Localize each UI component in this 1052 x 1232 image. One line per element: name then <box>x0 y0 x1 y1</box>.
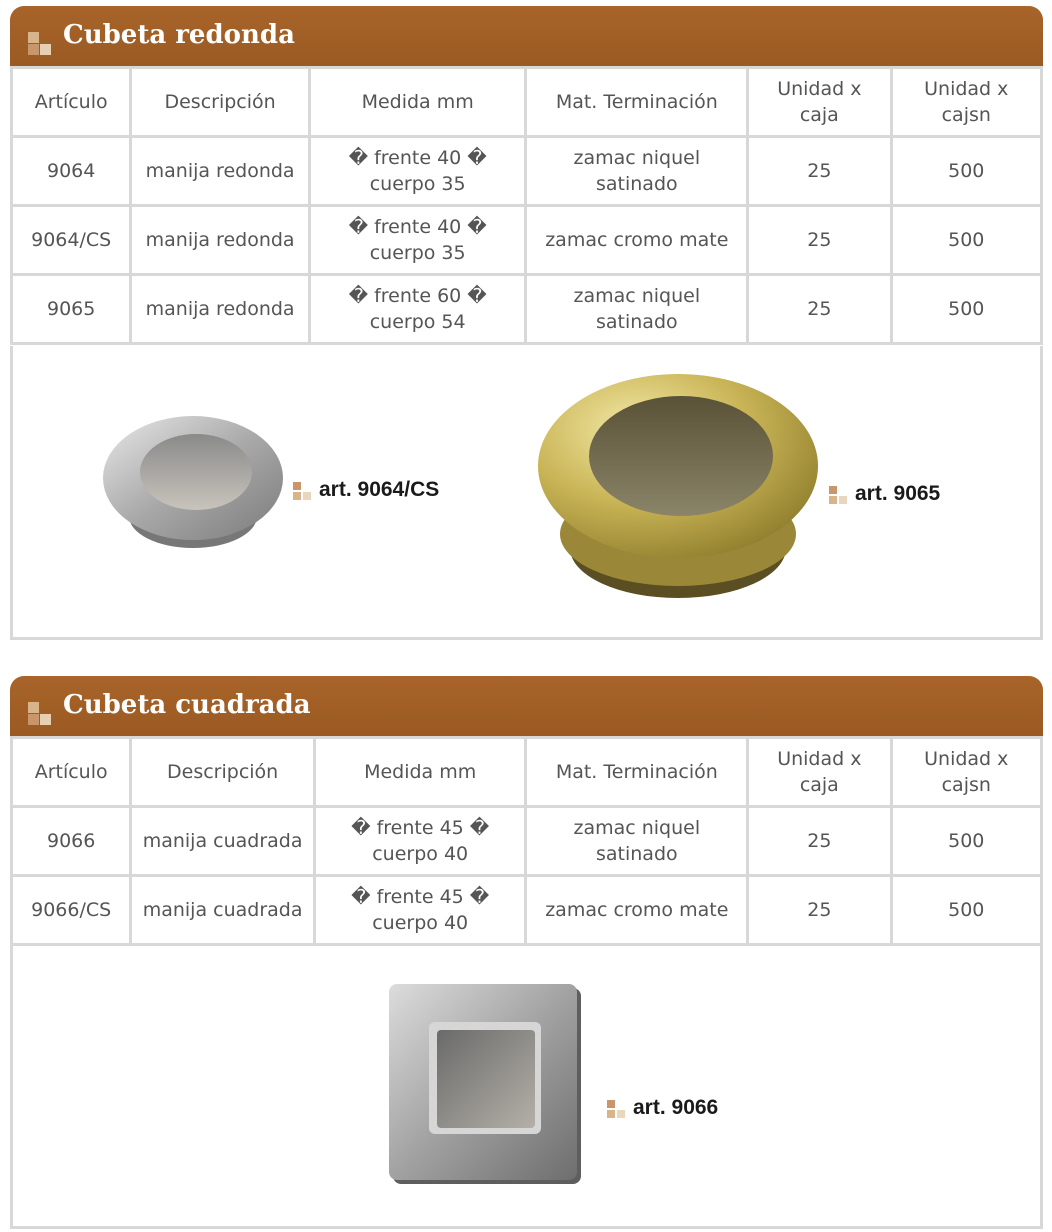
section-header <box>10 6 1043 66</box>
column-header: Medida mm <box>316 739 525 805</box>
cell-unidad-caja: 25 <box>749 138 889 204</box>
section-cubeta-cuadrada <box>10 676 1043 1229</box>
cell-descripcion: manija cuadrada <box>132 808 313 874</box>
bullet-icon <box>28 702 54 728</box>
table-header-row <box>13 739 1040 805</box>
cell-descripcion: manija cuadrada <box>132 877 313 943</box>
column-header: Descripción <box>132 69 308 135</box>
section-title: Cubeta cuadrada <box>63 690 311 720</box>
column-header: Unidad x cajsn <box>893 69 1040 135</box>
cell-material: zamac niquel satinado <box>527 138 746 204</box>
table-row <box>13 808 1040 874</box>
column-header: Unidad x cajsn <box>893 739 1040 805</box>
product-9064cs-image <box>98 408 288 556</box>
column-header: Unidad x caja <box>749 739 889 805</box>
cell-descripcion: manija redonda <box>132 138 308 204</box>
bullet-icon <box>293 482 313 504</box>
cell-medida: � frente 45 � cuerpo 40 <box>316 877 525 943</box>
cell-unidad-cajsn: 500 <box>893 808 1040 874</box>
product-9066-image <box>385 982 585 1192</box>
table-row <box>13 877 1040 943</box>
section-title: Cubeta redonda <box>63 20 295 50</box>
cell-unidad-cajsn: 500 <box>893 276 1040 342</box>
column-header: Artículo <box>13 739 129 805</box>
section-header <box>10 676 1043 736</box>
cell-medida: � frente 60 � cuerpo 54 <box>311 276 525 342</box>
cell-articulo: 9066 <box>13 808 129 874</box>
product-9065-image <box>533 370 823 606</box>
cell-medida: � frente 45 � cuerpo 40 <box>316 808 525 874</box>
cell-articulo: 9064/CS <box>13 207 129 273</box>
cell-unidad-caja: 25 <box>749 276 889 342</box>
product-caption: art. 9065 <box>855 482 941 505</box>
product-image-area <box>10 346 1043 640</box>
table-row <box>13 138 1040 204</box>
bullet-icon <box>28 32 54 58</box>
column-header: Mat. Terminación <box>527 739 746 805</box>
bullet-icon <box>607 1100 627 1122</box>
product-caption: art. 9066 <box>633 1096 719 1119</box>
product-image-area <box>10 946 1043 1229</box>
cell-descripcion: manija redonda <box>132 207 308 273</box>
cell-medida: � frente 40 � cuerpo 35 <box>311 138 525 204</box>
cell-unidad-cajsn: 500 <box>893 138 1040 204</box>
cell-material: zamac niquel satinado <box>527 808 746 874</box>
cell-articulo: 9066/CS <box>13 877 129 943</box>
column-header: Unidad x caja <box>749 69 889 135</box>
cell-unidad-cajsn: 500 <box>893 877 1040 943</box>
cell-material: zamac cromo mate <box>527 877 746 943</box>
column-header: Mat. Terminación <box>527 69 746 135</box>
section-cubeta-redonda <box>10 6 1043 640</box>
cell-unidad-caja: 25 <box>749 207 889 273</box>
column-header: Artículo <box>13 69 129 135</box>
column-header: Medida mm <box>311 69 525 135</box>
cell-material: zamac cromo mate <box>527 207 746 273</box>
table-row <box>13 276 1040 342</box>
column-header: Descripción <box>132 739 313 805</box>
table-header-row <box>13 69 1040 135</box>
cell-unidad-cajsn: 500 <box>893 207 1040 273</box>
bullet-icon <box>829 486 849 508</box>
cell-unidad-caja: 25 <box>749 808 889 874</box>
cell-articulo: 9064 <box>13 138 129 204</box>
cell-material: zamac niquel satinado <box>527 276 746 342</box>
cell-medida: � frente 40 � cuerpo 35 <box>311 207 525 273</box>
table-row <box>13 207 1040 273</box>
cell-descripcion: manija redonda <box>132 276 308 342</box>
product-caption: art. 9064/CS <box>319 478 440 501</box>
spec-table <box>10 66 1043 345</box>
cell-unidad-caja: 25 <box>749 877 889 943</box>
cell-articulo: 9065 <box>13 276 129 342</box>
spec-table <box>10 736 1043 946</box>
